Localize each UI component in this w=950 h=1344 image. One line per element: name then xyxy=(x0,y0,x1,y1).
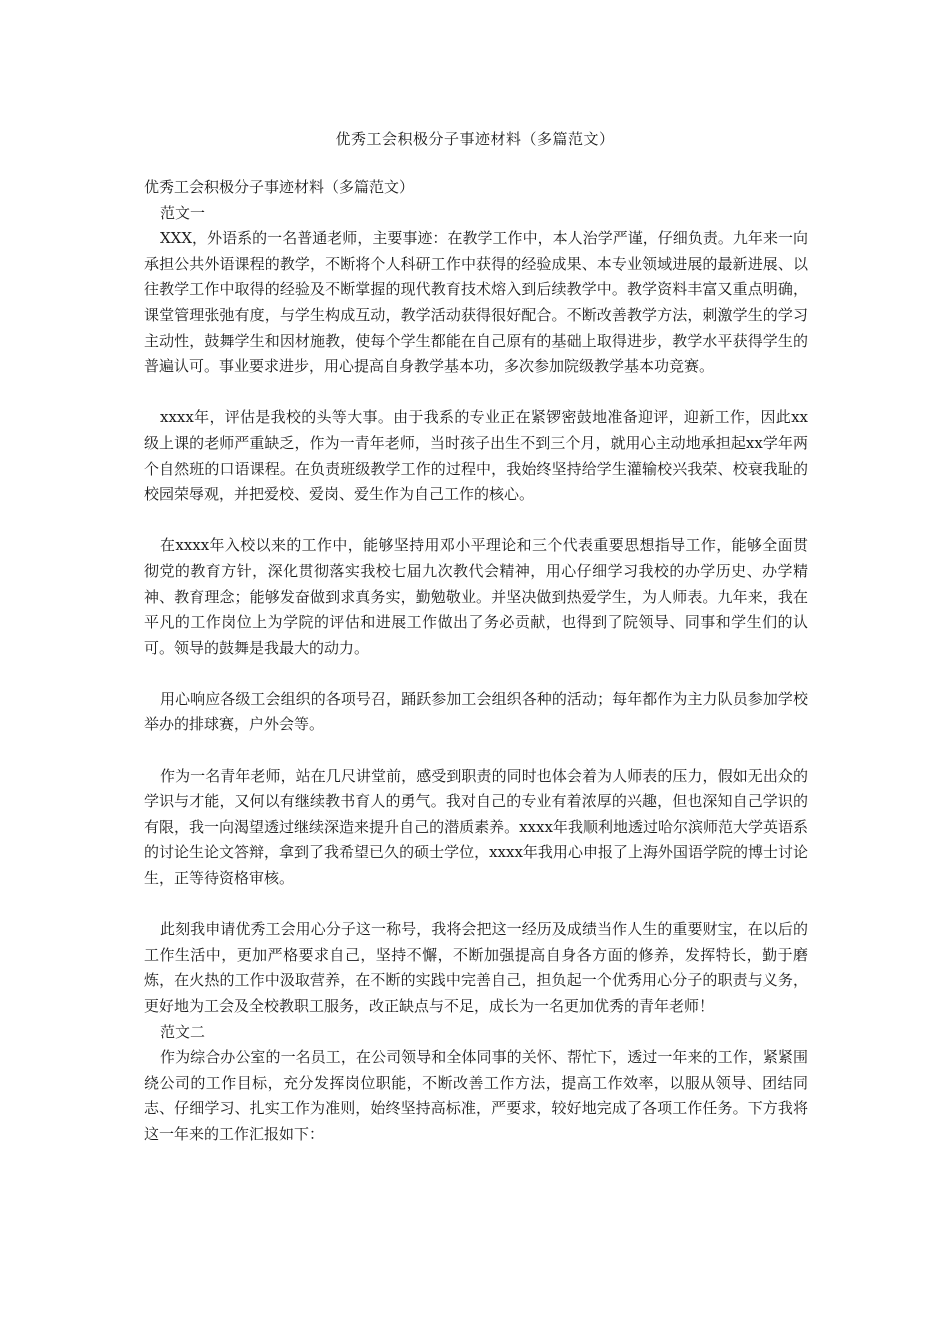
document-subtitle: 优秀工会积极分子事迹材料（多篇范文） xyxy=(144,178,415,196)
section-heading-2: 范文二 xyxy=(160,1022,206,1041)
paragraph: 此刻我申请优秀工会用心分子这一称号，我将会把这一经历及成绩当作人生的重要财宝，在以后的工作生活中，更加严格要求自己，坚持不懈，不断加强提高自身各方面的修养，发挥特长，勤于磨炼，在火热的工作中汲取营养，在不断的实践中完善自己，担负起一个优秀用心分子的职责与义务，更好地为工会及全校教职工服务，改正缺点与不足，成长为一名更加优秀的青年老师！ xyxy=(144,920,808,1015)
paragraph: 用心响应各级工会组织的各项号召，踊跃参加工会组织各种的活动；每年都作为主力队员参加学校举办的排球赛，户外会等。 xyxy=(144,689,808,734)
paragraph-gap xyxy=(144,738,808,764)
paragraph: 作为综合办公室的一名员工，在公司领导和全体同事的关怀、帮忙下，透过一年来的工作，紧紧围绕公司的工作目标，充分发挥岗位职能，不断改善工作方法，提高工作效率，以服从领导、团结同志、仔细学习、扎实工作为准则，始终坚持高标准，严要求，较好地完成了各项工作任务。下方我将这一年来的工作汇报如下： xyxy=(144,1048,808,1143)
document-body xyxy=(144,175,808,1148)
paragraph-gap xyxy=(144,892,808,918)
paragraph-gap xyxy=(144,661,808,687)
paragraph: xxxx年，评估是我校的头等大事。由于我系的专业正在紧锣密鼓地准备迎评，迎新工作，因此xx级上课的老师严重缺乏，作为一青年老师，当时孩子出生不到三个月，就用心主动地承担起xx学年两个自然班的口语课程。在负责班级教学工作的过程中，我始终坚持给学生灌输校兴我荣、校衰我耻的校园荣辱观，并把爱校、爱岗、爱生作为自己工作的核心。 xyxy=(144,408,808,504)
paragraph: XXX，外语系的一名普通老师，主要事迹：在教学工作中，本人治学严谨，仔细负责。九年来一向承担公共外语课程的教学，不断将个人科研工作中获得的经验成果、本专业领域进展的最新进展、以往教学工作中取得的经验及不断掌握的现代教育技术熔入到后续教学中。教学资料丰富又重点明确，课堂管理张弛有度，与学生构成互动，教学活动获得很好配合。不断改善教学方法，刺激学生的学习主动性，鼓舞学生和因材施教，使每个学生都能在自己原有的基础上取得进步，教学水平获得学生的普遍认可。事业要求进步，用心提高自身教学基本功，多次参加院级教学基本功竞赛。 xyxy=(144,229,808,376)
paragraph: 作为一名青年老师，站在几尺讲堂前，感受到职责的同时也体会着为人师表的压力，假如无出众的学识与才能，又何以有继续教书育人的勇气。我对自己的专业有着浓厚的兴趣，但也深知自己学识的有限，我一向渴望透过继续深造来提升自己的潜质素养。xxxx年我顺利地透过哈尔滨师范大学英语系的讨论生论文答辩，拿到了我希望已久的硕士学位，xxxx年我用心申报了上海外国语学院的博士讨论生，正等待资格审核。 xyxy=(144,766,808,888)
document-title: 优秀工会积极分子事迹材料（多篇范文） xyxy=(335,130,615,148)
paragraph: 在xxxx年入校以来的工作中，能够坚持用邓小平理论和三个代表重要思想指导工作，能够全面贯彻党的教育方针，深化贯彻落实我校七届九次教代会精神，用心仔细学习我校的办学历史、办学精神、教育理念；能够发奋做到求真务实，勤勉敬业。并坚决做到热爱学生，为人师表。九年来，我在平凡的工作岗位上为学院的评估和进展工作做出了务必贡献，也得到了院领导、同事和学生们的认可。领导的鼓舞是我最大的动力。 xyxy=(144,536,808,657)
section-heading-1: 范文一 xyxy=(160,203,206,222)
paragraph-gap xyxy=(144,380,808,406)
paragraph-gap xyxy=(144,508,808,534)
